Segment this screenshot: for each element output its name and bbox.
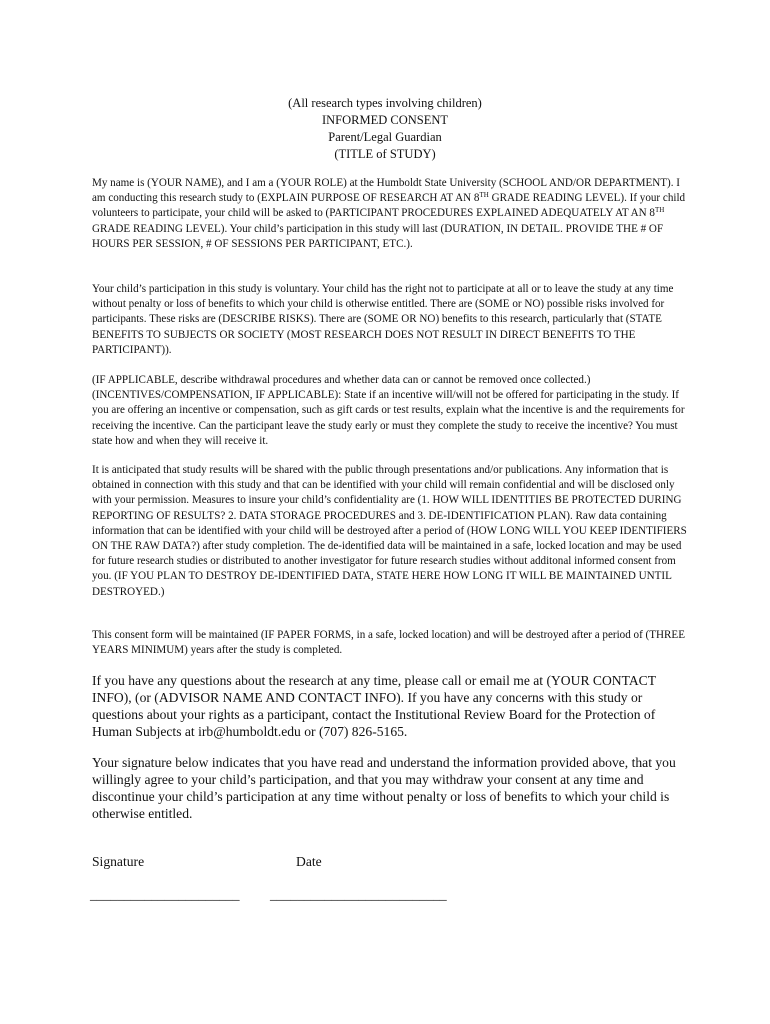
intro-text-1: My name is (YOUR NAME), and I am a (YOUR ROLE) at the Humboldt State University (SCHOOL AND/OR DEPARTMENT). I am conducting this research study to (EXPLAIN PURPOSE OF RESEARCH AT AN 8 bbox=[92, 177, 680, 205]
intro-text-2: GRADE READING LEVEL). If your child volunteers to participate, your child will be asked to (PARTICIPANT PROCEDURES EXPLAINED ADEQUATELY AT AN 8 bbox=[92, 192, 686, 220]
confidentiality-paragraph: It is anticipated that study results will be shared with the public through presentations and/or publications. Any information that is obtained in connection with this study and that can be identified with your child will remain confidential and will be disclosed only with your permission. Measures to insure your child’s confidentiality are (1. HOW WILL IDENTITIES BE PROTECTED DURING REPORTING OF RESULTS? 2. DATA STORAGE PROCEDURES and 3. DE-IDENTIFICATION PLAN). Raw data containing information that can be identified with your child will be destroyed after a period of (HOW LONG WILL YOU KEEP IDENTIFIERS ON THE RAW DATA?) after study completion. The de-identified data will be maintained in a safe, locked location and may be used for future research studies or distributed to another investigator for future research studies without additonal informed consent from you. (IF YOU PLAN TO DESTROY DE-IDENTIFIED DATA, STATE HERE HOW LONG IT WILL BE MAINTAINED UNTIL DESTROYED.) bbox=[92, 464, 687, 598]
signature-line[interactable]: ______________________ bbox=[90, 887, 240, 902]
signature-label: Signature bbox=[92, 854, 145, 869]
header-research-types: (All research types involving children) bbox=[288, 96, 482, 110]
date-label: Date bbox=[296, 854, 322, 869]
intro-text-3: GRADE READING LEVEL). Your child’s participation in this study will last (DURATION, IN DETAIL. PROVIDE THE # OF HOURS PER SESSION, # OF SESSIONS PER PARTICIPANT, ETC.). bbox=[92, 222, 664, 250]
retention-paragraph: This consent form will be maintained (IF PAPER FORMS, in a safe, locked location) and will be destroyed after a period of (THREE YEARS MINIMUM) years after the study is completed. bbox=[92, 629, 685, 657]
signature-statement-paragraph: Your signature below indicates that you have read and understand the information provided above, that you willingly agree to your child’s participation, and that you may withdraw your consent at any time and discontinue your child’s participation at any time without penalty or loss of benefits to which your child is otherwise entitled. bbox=[92, 755, 676, 821]
signature-labels bbox=[92, 854, 492, 872]
header-parent-guardian: Parent/Legal Guardian bbox=[328, 130, 442, 144]
date-line[interactable]: __________________________ bbox=[270, 887, 447, 902]
voluntary-paragraph: Your child’s participation in this study is voluntary. Your child has the right not to participate at all or to leave the study at any time without penalty or loss of benefits to which your child is otherwise entitled. There are (SOME or NO) possible risks involved for participants. These risks are (DESCRIBE RISKS). There are (SOME OR NO) benefits to this research, particularly that (STATE BENEFITS TO SUBJECTS OR SOCIETY (MOST RESEARCH DOES NOT RESULT IN DIRECT BENEFITS TO THE PARTICIPANT)). bbox=[92, 283, 674, 356]
contact-paragraph: If you have any questions about the research at any time, please call or email me at (YOUR CONTACT INFO), (or (ADVISOR NAME AND CONTACT INFO). If you have any concerns with this study or questions about your rights as a participant, contact the Institutional Review Board for the Protection of Human Subjects at irb@humboldt.edu or (707) 826-5165. bbox=[92, 673, 656, 739]
intro-paragraph bbox=[92, 176, 692, 252]
header-study-title: (TITLE of STUDY) bbox=[334, 147, 436, 161]
intro-superscript-2: TH bbox=[654, 206, 665, 215]
intro-superscript-1: TH bbox=[479, 191, 489, 200]
withdrawal-paragraph: (IF APPLICABLE, describe withdrawal procedures and whether data can or cannot be removed once collected.) (INCENTIVES/COMPENSATION, IF APPLICABLE): State if an incentive will/will not be offered for participating in the study. If you are offering an incentive or compensation, such as gift cards or test results, explain what the incentive is and the requirements for receiving the incentive. Can the participant leave the study early or must they complete the study to receive the incentive? You must state how and when they will receive it. bbox=[92, 374, 685, 447]
header-informed-consent: INFORMED CONSENT bbox=[321, 113, 449, 127]
